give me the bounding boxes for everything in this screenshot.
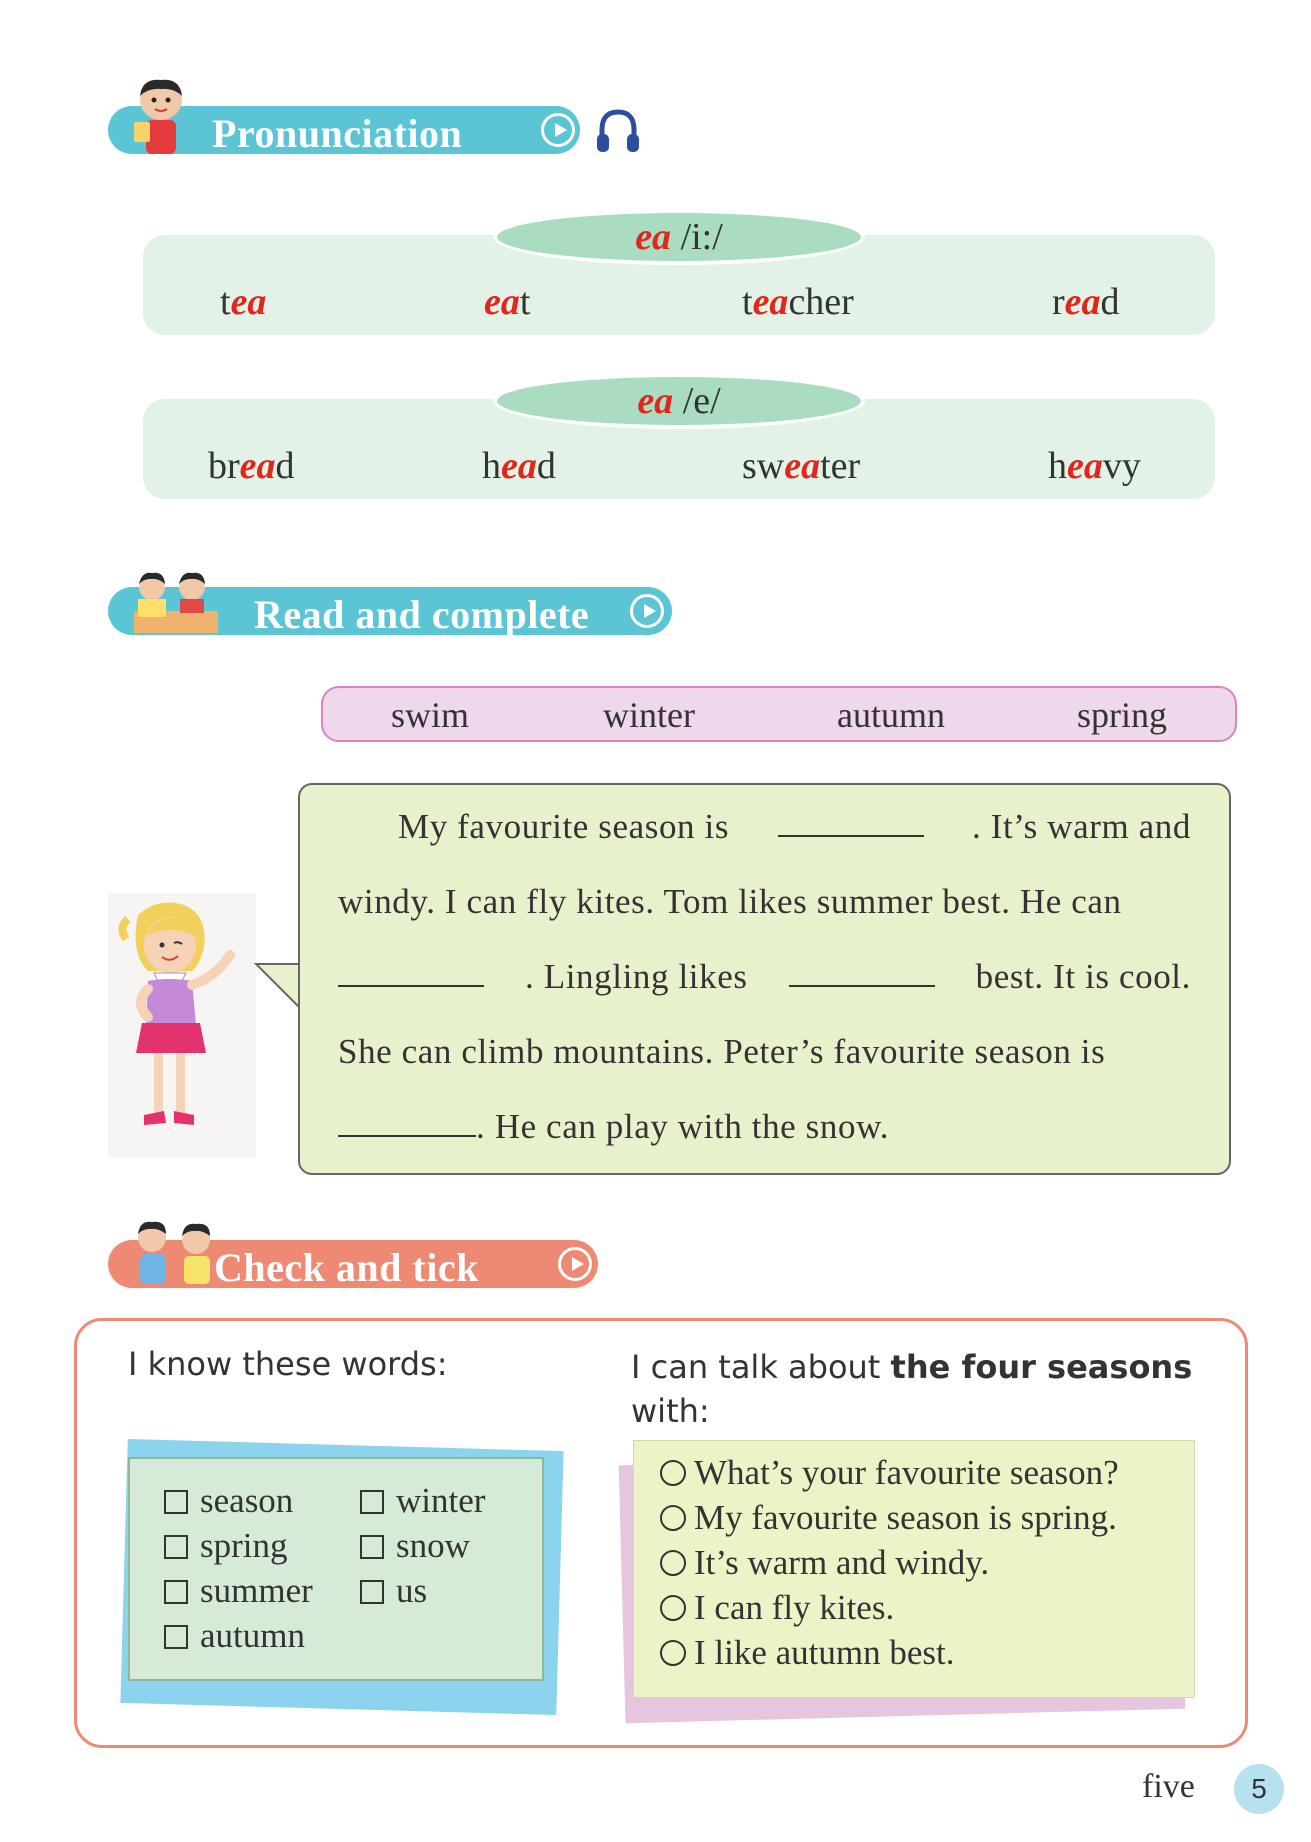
word-bank-item: winter [603,695,695,735]
answer-blank[interactable] [338,957,484,987]
page-number-badge: 5 [1234,1764,1284,1814]
section-banner-read [108,587,672,635]
radio-item[interactable]: I can fly kites. [660,1588,894,1628]
know-words-heading: I know these words: [128,1345,448,1383]
words-checklist-card [128,1457,544,1681]
section-banner-pronunciation [108,106,580,154]
mascot-icon [128,571,224,635]
checkbox[interactable] [164,1490,188,1514]
radio-item[interactable]: My favourite season is spring. [660,1498,1117,1538]
checkbox-item[interactable]: season [164,1481,293,1521]
girl-illustration [108,893,256,1158]
checkbox-item[interactable]: autumn [164,1616,305,1656]
talk-about-heading: I can talk about the four seasons with: [631,1348,1193,1430]
word-teacher: teacher [742,281,854,323]
answer-blank[interactable] [778,807,924,837]
radio-circle[interactable] [660,1595,686,1621]
sentences-checklist-card [633,1440,1195,1698]
headphones-icon[interactable] [594,108,642,154]
word-bank [321,686,1237,742]
word-read: read [1052,281,1120,323]
mascot-icon [130,78,192,156]
sound-oval-i [493,209,865,265]
radio-circle[interactable] [660,1460,686,1486]
mascot-icon [126,1218,226,1288]
checkbox-item[interactable]: spring [164,1526,288,1566]
word-sweater: sweater [742,445,861,487]
checkbox[interactable] [360,1535,384,1559]
play-arrow-icon[interactable] [558,1247,592,1281]
checkbox-item[interactable]: snow [360,1526,470,1566]
radio-circle[interactable] [660,1550,686,1576]
radio-item[interactable]: What’s your favourite season? [660,1453,1119,1493]
checkbox[interactable] [164,1580,188,1604]
section-title: Pronunciation [212,111,463,156]
checkbox-item[interactable]: winter [360,1481,485,1521]
letters: ea [635,216,672,258]
answer-blank[interactable] [338,1107,476,1137]
section-title: Check and tick [214,1245,479,1290]
passage-line-2: windy. I can fly kites. Tom likes summer best. He can [338,882,1122,921]
word-eat: eat [484,281,531,323]
checkbox-item[interactable]: summer [164,1571,313,1611]
radio-item[interactable]: I like autumn best. [660,1633,955,1673]
section-title: Read and complete [254,592,590,637]
phonetic: /e/ [682,380,721,422]
play-arrow-icon[interactable] [541,113,575,147]
phonetic: /i:/ [680,216,723,258]
passage-line-5: . He can play with the snow. [338,1107,1191,1147]
answer-blank[interactable] [789,957,935,987]
checkbox[interactable] [360,1490,384,1514]
word-bank-item: spring [1077,695,1167,735]
sound-oval-e [493,373,865,429]
checkbox[interactable] [360,1580,384,1604]
word-tea: tea [220,281,267,323]
passage-line-3: . Lingling likes best. It is cool. [338,957,1191,997]
word-bank-item: autumn [837,695,945,735]
radio-circle[interactable] [660,1505,686,1531]
checkbox[interactable] [164,1625,188,1649]
passage-box [298,783,1231,1175]
speech-bubble-tail [254,960,302,1010]
play-arrow-icon[interactable] [630,594,664,628]
passage-line-4: She can climb mountains. Peter’s favourite season is [338,1032,1106,1071]
checkbox[interactable] [164,1535,188,1559]
letters: ea [637,380,674,422]
word-heavy: heavy [1048,445,1141,487]
word-bread: bread [208,445,295,487]
section-banner-check [108,1240,598,1288]
page-number-word: five [1142,1768,1195,1805]
passage-line-1: My favourite season is . It’s warm and [398,807,1191,846]
radio-item[interactable]: It’s warm and windy. [660,1543,989,1583]
checkbox-item[interactable]: us [360,1571,427,1611]
word-head: head [482,445,556,487]
radio-circle[interactable] [660,1640,686,1666]
word-bank-item: swim [391,695,470,735]
